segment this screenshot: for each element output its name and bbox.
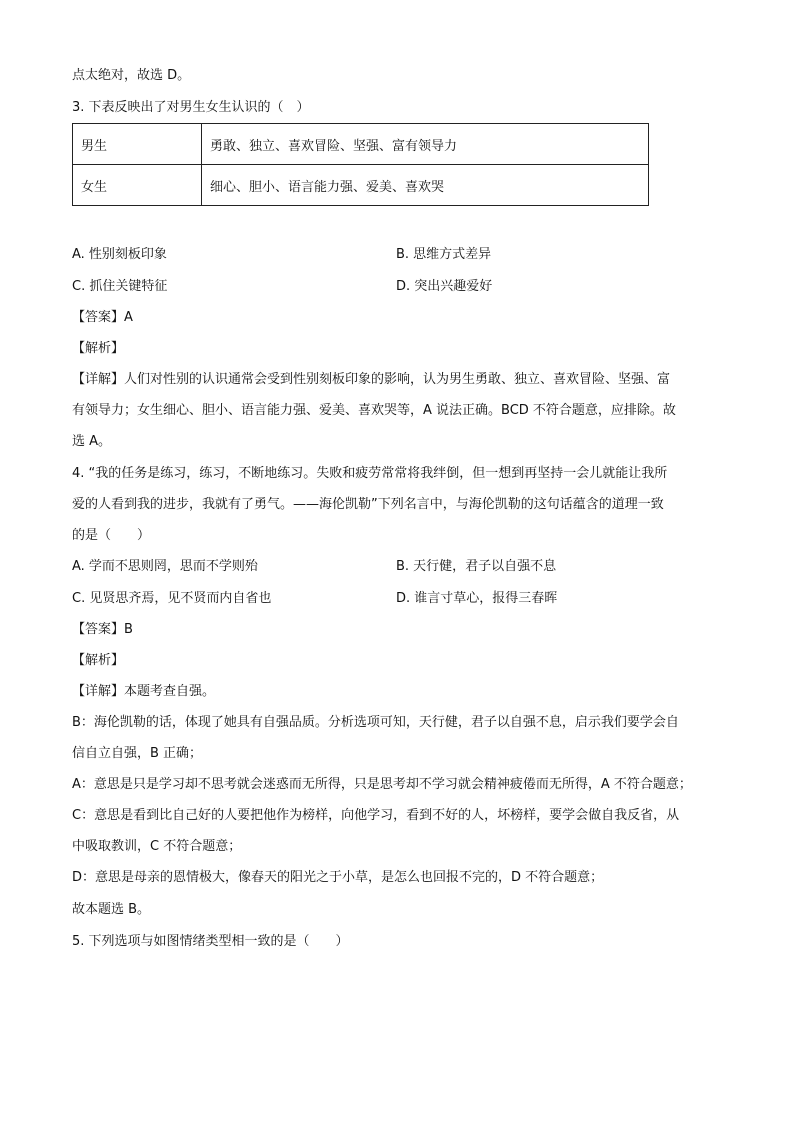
q3-detail-line: 有领导力；女生细心、胆小、语言能力强、爱美、喜欢哭等，A 说法正确。BCD 不符合题意，应排除。故 <box>72 403 676 418</box>
q4-answer: 【答案】B <box>72 622 133 637</box>
q3-answer: 【答案】A <box>72 310 133 325</box>
q3-option-a: A. 性别刻板印象 <box>72 247 167 262</box>
q4-option-a: A. 学而不思则罔，思而不学则殆 <box>72 559 258 574</box>
table-cell-label: 男生 <box>73 124 202 165</box>
q4-option-d: D. 谁言寸草心，报得三春晖 <box>396 591 558 606</box>
gender-table <box>72 123 649 206</box>
q4-option-c: C. 见贤思齐焉，见不贤而内自省也 <box>72 591 272 606</box>
q3-option-c: C. 抓住关键特征 <box>72 279 168 294</box>
q4-detail-line: 中吸取教训，C 不符合题意； <box>72 839 242 854</box>
q4-detail-line: C：意思是看到比自己好的人要把他作为榜样，向他学习，看到不好的人，坏榜样，要学会做自我反省，从 <box>72 808 680 823</box>
q4-stem-line: 的是（ ） <box>72 528 151 543</box>
q4-stem-line: 4. “我的任务是练习，练习，不断地练习。失败和疲劳常常将我绊倒，但一想到再坚持一会儿就能让我所 <box>72 466 668 481</box>
q3-option-d: D. 突出兴趣爱好 <box>396 279 493 294</box>
q4-stem-line: 爱的人看到我的进步，我就有了勇气。——海伦凯勒”下列名言中，与海伦凯勒的这句话蕴含的道理一致 <box>72 497 664 512</box>
table-row <box>73 124 649 165</box>
q4-detail-line: 信自立自强，B 正确； <box>72 746 203 761</box>
q3-analysis-heading: 【解析】 <box>72 341 125 356</box>
table-cell-desc: 细心、胆小、语言能力强、爱美、喜欢哭 <box>202 165 649 206</box>
q4-detail-line: A：意思是只是学习却不思考就会迷惑而无所得，只是思考却不学习就会精神疲倦而无所得，A 不符合题意； <box>72 777 692 792</box>
q3-option-b: B. 思维方式差异 <box>396 247 492 262</box>
q4-detail-line: D：意思是母亲的恩情极大，像春天的阳光之于小草，是怎么也回报不完的，D 不符合题意； <box>72 870 604 885</box>
table-row <box>73 165 649 206</box>
q3-detail-line: 【详解】人们对性别的认识通常会受到性别刻板印象的影响，认为男生勇敢、独立、喜欢冒险、坚强、富 <box>72 372 671 387</box>
q4-detail-line: 【详解】本题考查自强。 <box>72 684 216 699</box>
table-cell-label: 女生 <box>73 165 202 206</box>
q4-detail-line: B：海伦凯勒的话，体现了她具有自强品质。分析选项可知，天行健，君子以自强不息，启示我们要学会自 <box>72 715 679 730</box>
table-cell-desc: 勇敢、独立、喜欢冒险、坚强、富有领导力 <box>202 124 649 165</box>
q4-detail-line: 故本题选 B。 <box>72 902 151 917</box>
q5-stem: 5. 下列选项与如图情绪类型相一致的是（ ） <box>72 934 349 949</box>
q3-detail-line: 选 A。 <box>72 434 112 449</box>
q4-option-b: B. 天行健，君子以自强不息 <box>396 559 557 574</box>
q4-analysis-heading: 【解析】 <box>72 653 125 668</box>
q3-stem: 3. 下表反映出了对男生女生认识的（ ） <box>72 100 310 115</box>
intro-line: 点太绝对，故选 D。 <box>72 68 191 83</box>
